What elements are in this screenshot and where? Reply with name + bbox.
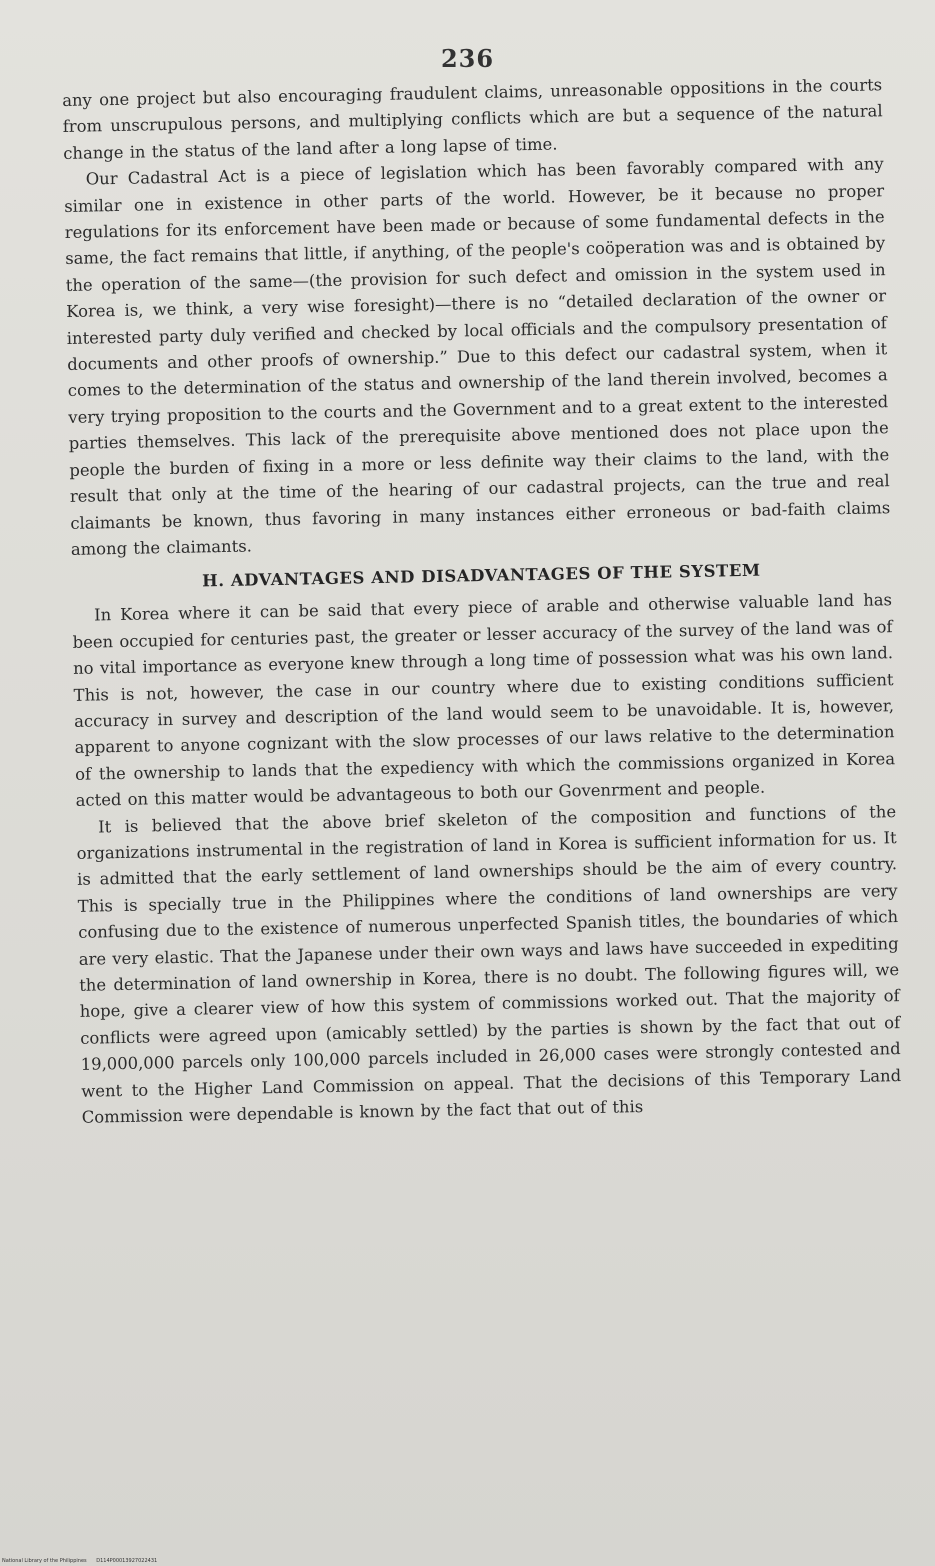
body-text xyxy=(62,72,902,1131)
paragraph-organizations: It is believed that the above brief skeleton of the composition and functions of the organizations instrumental in the registration of land in Korea is sufficient information for us. It is admitted that the early settlement of land ownerships should be the aim of every country. This is specially true in the Philippines where the conditions of land ownerships are very confusing due to the existence of numerous unperfected Spanish titles, the boundaries of which are very elastic. That the Japanese under their own ways and laws have succeeded in expediting the determination of land ownership in Korea, there is no doubt. The following figures will, we hope, give a clearer view of how this system of commissions worked out. That the majority of conflicts were agreed upon (amicably settled) by the parties is shown by the fact that out of 19,000,000 parcels only 100,000 parcels included in 26,000 cases were strongly contested and went to the Higher Land Commission on appeal. That the decisions of this Temporary Land Commission were dependable is known by the fact that out of this xyxy=(76,801,902,1127)
paragraph-cadastral-act: Our Cadastral Act is a piece of legislation which has been favorably compared with any similar one in existence in other parts of the world. However, be it because no proper regulations for its enforcement have been made or because of some fundamental defects in the same, the fact remains that little, if anything, of the people's coöperation was and is obtained by the operation of the same—(the provision for such defect and omission in the system used in Korea is, we think, a very wise foresight)—there is no “detailed declaration of the owner or interested party duly verified and checked by local officials and the compulsory presentation of documents and other proofs of ownership.” Due to this defect our cadastral system, when it comes to the determination of the status and ownership of the land therein involved, becomes a very trying proposition to the courts and the Government and to a great extent to the interested parties themselves. This lack of the prerequisite above mentioned does not place upon the people the burden of fixing in a more or less definite way their claims to the land, with the result that only at the time of the hearing of our cadastral projects, can the true and real claimants be known, thus favoring in many instances either erroneous or bad-faith claims among the claimants. xyxy=(64,154,891,559)
paragraph-korea-survey: In Korea where it can be said that every piece of arable and otherwise valuable land has been occupied for centuries past, the greater or lesser accuracy of the survey of the land was of no vital importance as everyone knew through a long time of possession what was his own land. This is not, however, the case in our country where due to existing conditions sufficient accuracy in survey and description of the land would seem to be unavoidable. It is, however, apparent to anyone cognizant with the slow processes of our laws relative to the determination of the ownership to lands that the expediency with which the commissions organized in Korea acted on this matter would be advantageous to both our Govenrment and people. xyxy=(72,590,896,811)
section-heading: H. ADVANTAGES AND DISADVANTAGES OF THE SYSTEM xyxy=(201,560,761,591)
footer-identifier: D114P00013927022431 xyxy=(96,1558,158,1564)
paragraph-continued: any one project but also encouraging fraudulent claims, unreasonable oppositions in the courts from unscrupulous persons, and multiplying conflicts which are but a sequence of the natural change in the status of the land after a long lapse of time. xyxy=(62,75,883,163)
footer-note xyxy=(2,1558,165,1564)
page-number: 236 xyxy=(440,44,495,73)
footer-library: National Library of the Philippines xyxy=(2,1558,87,1564)
